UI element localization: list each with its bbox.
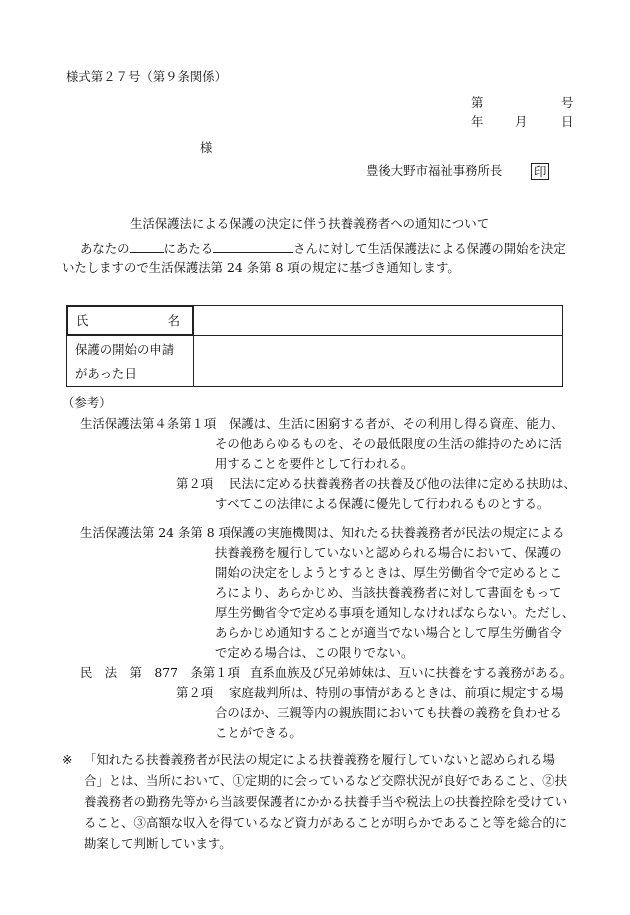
article24-line-3: 開始の決定をしようとするときは、厚生労働省令で定めるとこ xyxy=(215,565,562,580)
reference-heading: （参考） xyxy=(62,395,112,410)
article24-line-6: あらかじめ通知することが適当でない場合として厚生労働省令 xyxy=(215,625,562,640)
body-line-1 xyxy=(80,240,566,255)
note-line-1: 「知れたる扶養義務者が民法の規定による扶養義務を履行していないと認められる場 xyxy=(84,752,555,767)
document-number-prefix: 第 xyxy=(471,95,484,110)
name-value-cell xyxy=(194,306,563,336)
note-line-5: 勘案して判断しています。 xyxy=(84,836,232,851)
name-label-cell xyxy=(67,306,193,335)
info-table xyxy=(66,305,563,387)
note-line-3: 養義務者の勤務先等から当該要保護者にかかる扶養手当や税法上の扶養控除を受けてい xyxy=(84,794,568,809)
article24-line-7: で定める場合は、この限りでない。 xyxy=(215,645,414,660)
name-label-char-1: 氏 xyxy=(76,313,89,328)
article4-p2-label: 第２項 xyxy=(176,476,214,491)
civil-code-title: 民 法 第 877 条第１項 xyxy=(80,665,240,680)
application-date-value-cell xyxy=(194,336,563,387)
application-date-label-line-2: があった日 xyxy=(75,366,137,381)
civil-code-p1: 直系血族及び兄弟姉妹は、互いに扶養をする義務がある。 xyxy=(250,665,573,680)
article24-line-1: 保護の実施機関は、知れたる扶養義務者が民法の規定による xyxy=(230,525,565,540)
recipient-name-blank xyxy=(213,240,293,253)
document-number-suffix: 号 xyxy=(561,95,574,110)
relationship-blank xyxy=(130,240,164,253)
article4-p2-line-1: 民法に定める扶養義務者の扶養及び他の法律に定める扶助は、 xyxy=(229,476,576,491)
article24-line-5: 厚生労働省令で定める事項を通知しなければならない。ただし、 xyxy=(215,605,575,620)
civil-code-p2-line-3: ことができる。 xyxy=(215,725,302,740)
body-text: にあたる xyxy=(163,241,214,256)
official-seal-mark xyxy=(531,163,549,180)
article4-title: 生活保護法第４条第１項 xyxy=(80,416,217,431)
civil-code-p2-label: 第２項 xyxy=(176,685,214,700)
document-title: 生活保護法による保護の決定に伴う扶養義務者への通知について xyxy=(130,216,490,231)
civil-code-p2-line-1: 家庭裁判所は、特別の事情があるときは、前項に規定する場 xyxy=(229,685,564,700)
body-line-2: いたしますので生活保護法第 24 条第 8 項の規定に基づき通知します。 xyxy=(62,260,460,275)
application-date-label-line-1: 保護の開始の申請 xyxy=(75,342,175,357)
article4-p1-line-2: その他あらゆるものを、その最低限度の生活の維持のために活 xyxy=(215,436,562,451)
article24-title: 生活保護法第 24 条第 8 項 xyxy=(80,525,231,540)
note-mark: ※ xyxy=(62,752,73,767)
application-date-label-cell xyxy=(67,336,194,387)
article24-line-4: ろにより、あらかじめ、当該扶養義務者に対して書面をもって xyxy=(215,585,562,600)
civil-code-p2-line-2: 合のほか、三親等内の親族間においても扶養の義務を負わせる xyxy=(215,705,562,720)
article24-line-2: 扶養義務を履行していないと認められる場合において、保護の xyxy=(215,545,562,560)
article4-p2-line-2: すべてこの法律による保護に優先して行われるものとする。 xyxy=(215,496,550,511)
body-text: さんに対して生活保護法による保護の開始を決定 xyxy=(293,241,566,256)
article4-p1-line-1: 保護は、生活に困窮する者が、その利用し得る資産、能力、 xyxy=(229,416,564,431)
form-number: 様式第２７号（第９条関係） xyxy=(66,69,228,84)
name-label-char-2: 名 xyxy=(167,313,180,328)
date-year-label: 年 xyxy=(471,114,484,129)
seal-text: 印 xyxy=(531,163,549,180)
article4-p1-line-3: 用することを要件として行われる。 xyxy=(215,456,414,471)
body-text: あなたの xyxy=(80,241,130,256)
date-month-label: 月 xyxy=(515,114,528,129)
addressee-suffix: 様 xyxy=(200,140,213,155)
issuer-name: 豊後大野市福祉事務所長 xyxy=(366,163,503,178)
note-line-2: 合」とは、当所において、①定期的に会っているなど交際状況が良好であること、②扶 xyxy=(84,773,567,788)
note-line-4: ること、③高額な収入を得ているなど資力があることが明らかであること等を総合的に xyxy=(84,815,568,830)
date-day-label: 日 xyxy=(561,114,574,129)
